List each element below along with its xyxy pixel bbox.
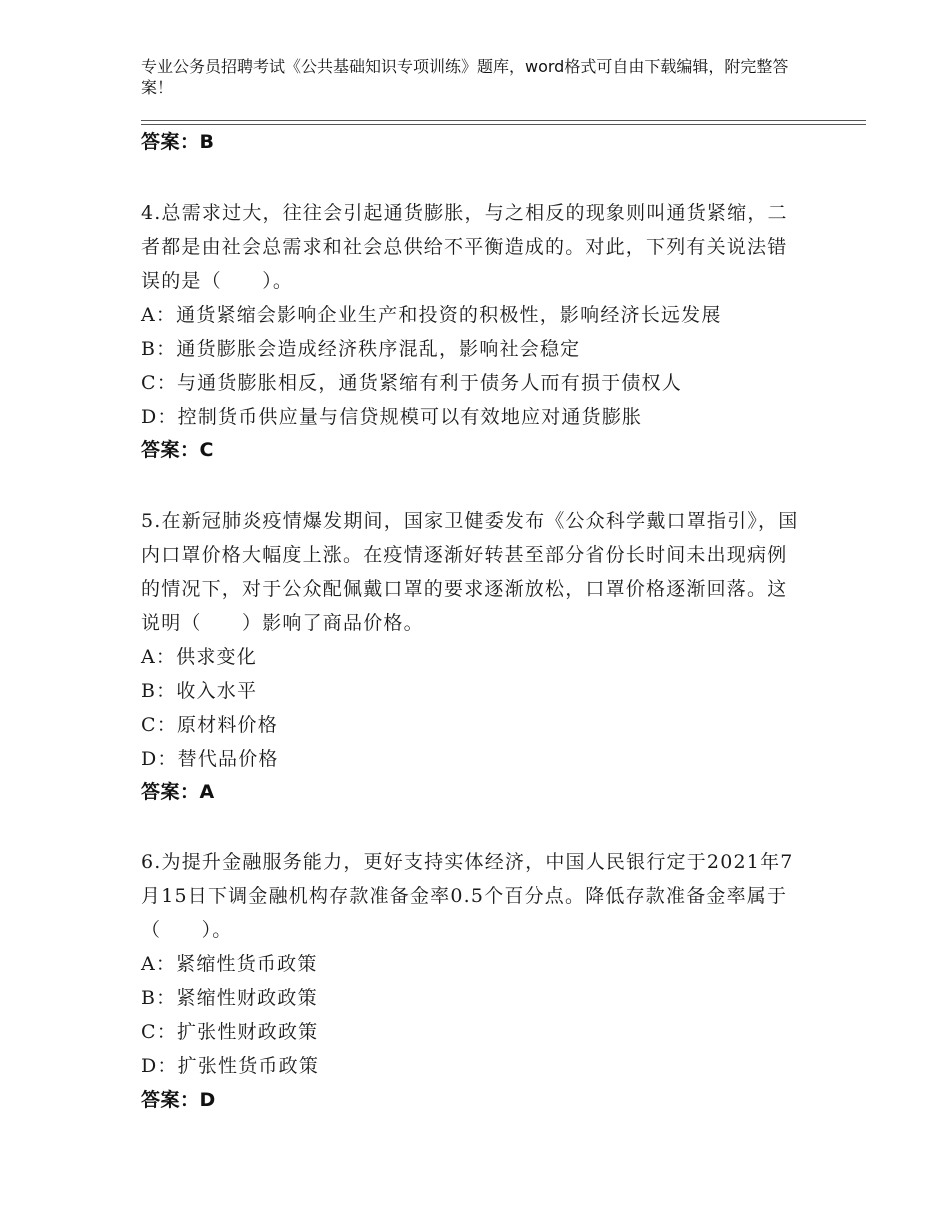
answer-label: 答案：C xyxy=(141,439,214,461)
answer-option: D：控制货币供应量与信贷规模可以有效地应对通货膨胀 xyxy=(141,406,643,428)
answer-option: D：扩张性货币政策 xyxy=(141,1055,320,1077)
answer-option: A：紧缩性货币政策 xyxy=(141,953,318,975)
document-header: 专业公务员招聘考试《公共基础知识专项训练》题库，word格式可自由下载编辑，附完整答案！ xyxy=(141,57,789,97)
question-stem: 4.总需求过大，往往会引起通货膨胀，与之相反的现象则叫通货紧缩，二者都是由社会总需求和社会总供给不平衡造成的。对此，下列有关说法错误的是（ ）。 xyxy=(141,202,788,292)
answer-option: B：收入水平 xyxy=(141,680,258,702)
answer-option: D：替代品价格 xyxy=(141,748,279,770)
question-block xyxy=(141,196,801,434)
answer-option: C：与通货膨胀相反，通货紧缩有利于债务人而有损于债权人 xyxy=(141,372,682,394)
answer-option: C：扩张性财政政策 xyxy=(141,1021,319,1043)
answer-label: 答案：D xyxy=(141,1089,216,1111)
question-stem: 5.在新冠肺炎疫情爆发期间，国家卫健委发布《公众科学戴口罩指引》，国内口罩价格大幅度上涨。在疫情逐渐好转甚至部分省份长时间未出现病例的情况下，对于公众配佩戴口罩的要求逐渐放松，口罩价格逐渐回落。这说明（ ）影响了商品价格。 xyxy=(141,510,799,634)
answer-label: 答案：B xyxy=(141,131,215,153)
answer-option: B：通货膨胀会造成经济秩序混乱，影响社会稳定 xyxy=(141,338,581,360)
answer-option: A：供求变化 xyxy=(141,646,257,668)
answer-option: B：紧缩性财政政策 xyxy=(141,987,318,1009)
header-divider-double xyxy=(141,124,866,125)
question-block xyxy=(141,845,801,1083)
question-block xyxy=(141,504,801,776)
answer-label: 答案：A xyxy=(141,781,215,803)
header-divider xyxy=(141,120,866,121)
question-stem: 6.为提升金融服务能力，更好支持实体经济，中国人民银行定于2021年7月15日下调金融机构存款准备金率0.5个百分点。降低存款准备金率属于（ ）。 xyxy=(141,851,794,941)
answer-option: C：原材料价格 xyxy=(141,714,278,736)
answer-option: A：通货紧缩会影响企业生产和投资的积极性，影响经济长远发展 xyxy=(141,304,722,326)
